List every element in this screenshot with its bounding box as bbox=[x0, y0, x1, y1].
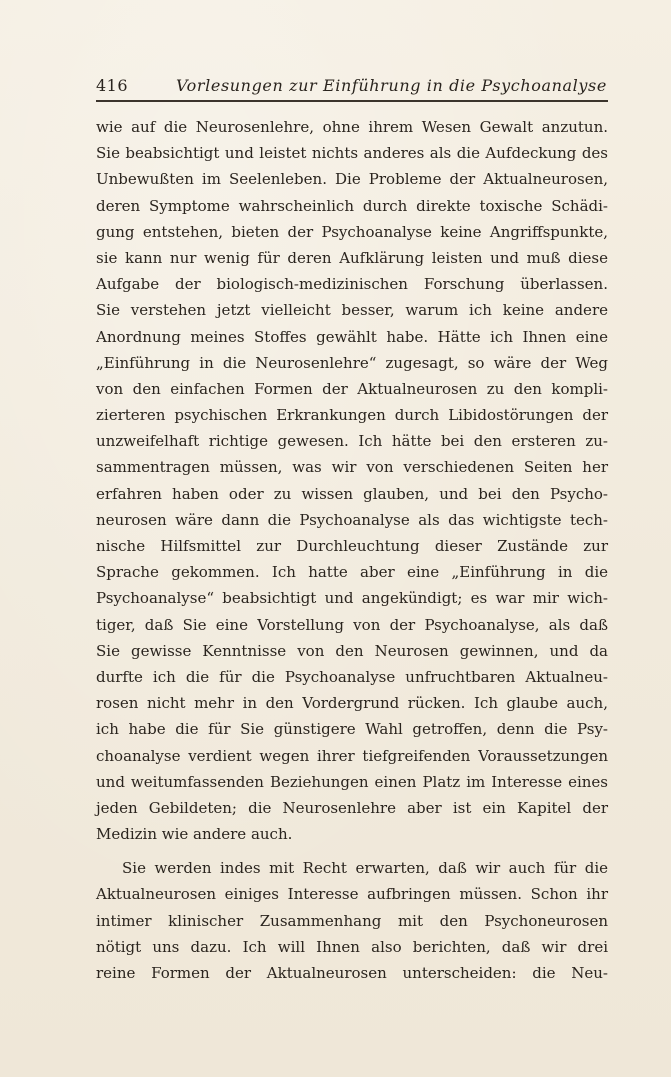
text-line: rosen nicht mehr in den Vordergrund rücken. Ich glaube auch, bbox=[96, 694, 608, 713]
text-line: „Einführung in die Neurosenlehre“ zugesagt, so wäre der Weg bbox=[96, 353, 608, 372]
text-line: Sprache gekommen. Ich hatte aber eine „Einführung in die bbox=[96, 563, 608, 582]
text-line: zierteren psychischen Erkrankungen durch Libidostörungen der bbox=[96, 406, 608, 425]
text-line: Sie werden indes mit Recht erwarten, daß wir auch für die bbox=[122, 859, 608, 878]
text-line: sammentragen müssen, was wir von verschiedenen Seiten her bbox=[96, 458, 608, 477]
text-line: reine Formen der Aktualneurosen unterscheiden: die Neu- bbox=[96, 964, 608, 982]
header-rule bbox=[96, 100, 608, 102]
text-line: choanalyse verdient wegen ihrer tiefgreifenden Voraussetzungen bbox=[96, 746, 608, 765]
text-line: Aktualneurosen einiges Interesse aufbringen müssen. Schon ihr bbox=[96, 885, 608, 904]
text-line: deren Symptome wahrscheinlich durch direkte toxische Schädi- bbox=[96, 196, 608, 215]
text-line: Aufgabe der biologisch-medizinischen Forschung überlassen. bbox=[96, 275, 608, 294]
text-line: Sie beabsichtigt und leistet nichts anderes als die Aufdeckung des bbox=[96, 144, 608, 163]
text-line: Sie gewisse Kenntnisse von den Neurosen gewinnen, und da bbox=[96, 641, 608, 660]
text-line: gung entstehen, bieten der Psychoanalyse keine Angriffspunkte, bbox=[96, 222, 608, 241]
text-line: intimer klinischer Zusammenhang mit den Psychoneurosen bbox=[96, 911, 608, 930]
text-line: Sie verstehen jetzt vielleicht besser, warum ich keine andere bbox=[96, 301, 608, 320]
running-title: Vorlesungen zur Einführung in die Psychoanalyse bbox=[176, 76, 607, 95]
text-line: nische Hilfsmittel zur Durchleuchtung dieser Zustände zur bbox=[96, 537, 608, 555]
text-line: tiger, daß Sie eine Vorstellung von der Psychoanalyse, als daß bbox=[96, 615, 608, 634]
text-line: wie auf die Neurosenlehre, ohne ihrem Wesen Gewalt anzutun. bbox=[96, 118, 608, 136]
text-line: durfte ich die für die Psychoanalyse unfruchtbaren Aktualneu- bbox=[96, 667, 608, 686]
paragraph-gap bbox=[96, 847, 608, 855]
paragraph bbox=[96, 855, 608, 986]
text-line: nötigt uns dazu. Ich will Ihnen also berichten, daß wir drei bbox=[96, 937, 608, 956]
paragraph bbox=[96, 114, 608, 847]
text-line: ich habe die für Sie günstigere Wahl getroffen, denn die Psy- bbox=[96, 720, 608, 739]
text-line: von den einfachen Formen der Aktualneurosen zu den kompli- bbox=[96, 379, 608, 398]
text-line: unzweifelhaft richtige gewesen. Ich hätte bei den ersteren zu- bbox=[96, 432, 608, 451]
text-line: und weitumfassenden Beziehungen einen Platz im Interesse eines bbox=[96, 772, 608, 791]
text-line: Medizin wie andere auch. bbox=[96, 825, 293, 844]
page-header bbox=[96, 72, 608, 100]
text-line: Unbewußten im Seelenleben. Die Probleme der Aktualneurosen, bbox=[96, 170, 608, 189]
text-line: Anordnung meines Stoffes gewählt habe. Hätte ich Ihnen eine bbox=[96, 327, 608, 346]
page-number: 416 bbox=[96, 76, 129, 95]
text-line: jeden Gebildeten; die Neurosenlehre aber ist ein Kapitel der bbox=[96, 798, 608, 817]
text-line: sie kann nur wenig für deren Aufklärung leisten und muß diese bbox=[96, 248, 608, 267]
text-line: neurosen wäre dann die Psychoanalyse als das wichtigste tech- bbox=[96, 510, 608, 529]
text-line: erfahren haben oder zu wissen glauben, und bei den Psycho- bbox=[96, 484, 608, 503]
body-text bbox=[96, 114, 608, 986]
text-line: Psychoanalyse“ beabsichtigt und angekündigt; es war mir wich- bbox=[96, 589, 608, 608]
